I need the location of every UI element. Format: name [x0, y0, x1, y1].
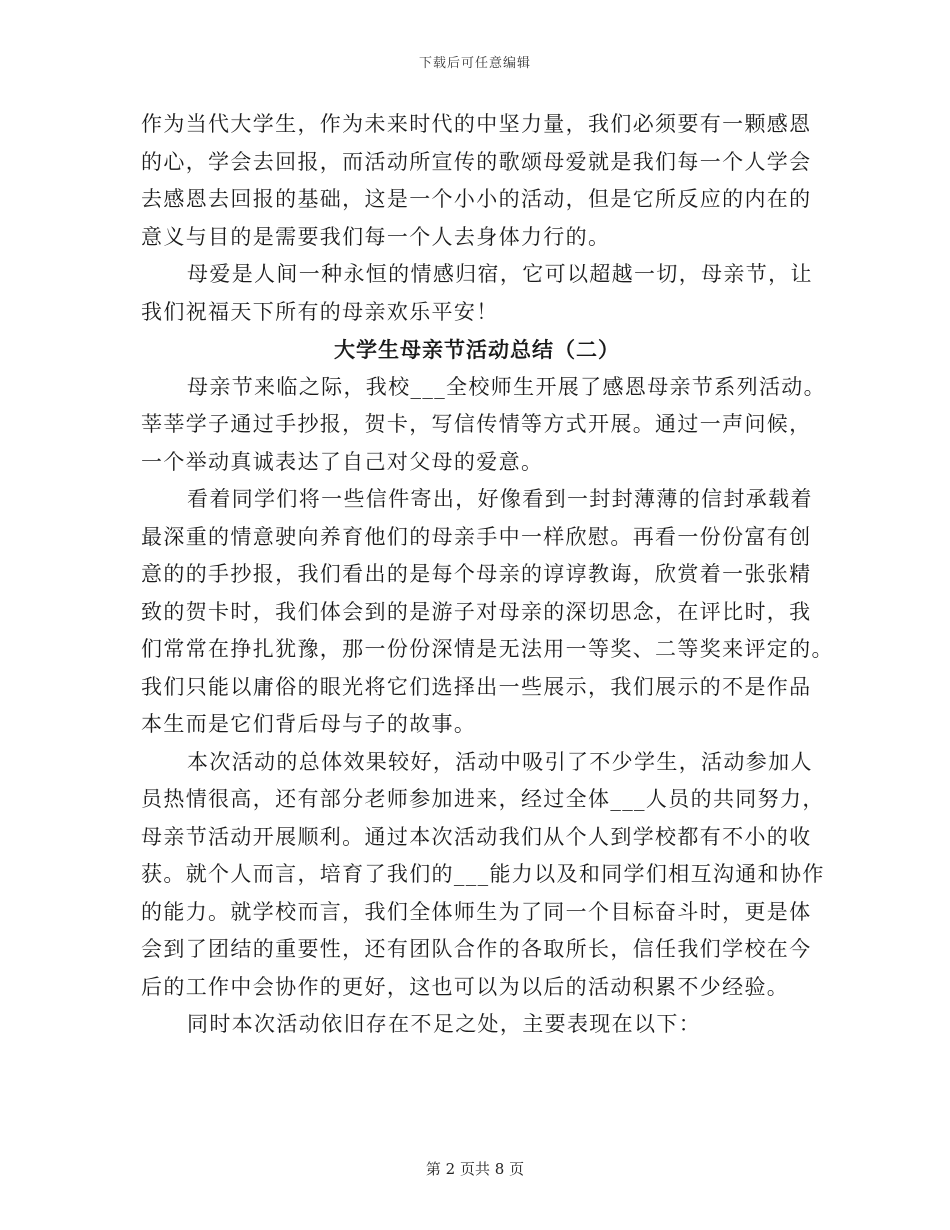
- body-line: 后的工作中会协作的更好，这也可以为以后的活动积累不少经验。: [141, 974, 790, 999]
- body-line: 获。就个人而言，培育了我们的___能力以及和同学们相互沟通和协作: [141, 862, 825, 886]
- body-line: 的能力。就学校而言，我们全体师生为了同一个目标奋斗时，更是体: [141, 899, 812, 924]
- body-line: 莘莘学子通过手抄报，贺卡，写信传情等方式开展。通过一声问候，: [141, 412, 812, 436]
- paragraph-start: 母亲节来临之际，我校___全校师生开展了感恩母亲节系列活动。: [187, 374, 826, 399]
- page-header: 下载后可任意编辑: [418, 56, 531, 71]
- body-line: 致的贺卡时，我们体会到的是游子对母亲的深切思念，在评比时，我: [141, 599, 812, 624]
- page-footer: 第 2 页共 8 页: [425, 1160, 525, 1178]
- document-body: [141, 106, 834, 1044]
- body-line: 去感恩去回报的基础，这是一个小小的活动，但是它所反应的内在的: [141, 187, 812, 211]
- body-line: 最深重的情意驶向养育他们的母亲手中一样欣慰。再看一份份富有创: [141, 524, 812, 549]
- paragraph-start: 本次活动的总体效果较好，活动中吸引了不少学生，活动参加人: [187, 749, 813, 774]
- body-line: 员热情很高，还有部分老师参加进来，经过全体___人员的共同努力，: [141, 787, 825, 811]
- body-line: 一个举动真诚表达了自己对父母的爱意。: [141, 449, 544, 474]
- body-line: 的心，学会去回报，而活动所宣传的歌颂母爱就是我们每一个人学会: [141, 149, 812, 174]
- body-line: 我们祝福天下所有的母亲欢乐平安！: [141, 299, 499, 324]
- body-line: 母亲节活动开展顺利。通过本次活动我们从个人到学校都有不小的收: [141, 824, 812, 849]
- body-line: 们常常在挣扎犹豫，那一份份深情是无法用一等奖、二等奖来评定的。: [141, 637, 834, 661]
- body-line: 作为当代大学生，作为未来时代的中坚力量，我们必须要有一颗感恩: [141, 112, 812, 136]
- paragraph-start: 看着同学们将一些信件寄出，好像看到一封封薄薄的信封承载着: [187, 487, 813, 511]
- body-line: 意义与目的是需要我们每一个人去身体力行的。: [141, 224, 611, 249]
- body-line: 我们只能以庸俗的眼光将它们选择出一些展示，我们展示的不是作品: [141, 674, 812, 699]
- body-line: 意的的手抄报，我们看出的是每个母亲的谆谆教诲，欣赏着一张张精: [141, 562, 812, 586]
- paragraph-start: 同时本次活动依旧存在不足之处，主要表现在以下：: [187, 1012, 702, 1036]
- body-line: 会到了团结的重要性，还有团队合作的各取所长，信任我们学校在今: [141, 937, 812, 961]
- section-heading: 大学生母亲节活动总结（二）: [334, 337, 620, 362]
- body-line: 本生而是它们背后母与子的故事。: [141, 712, 477, 736]
- paragraph-start: 母爱是人间一种永恒的情感归宿，它可以超越一切，母亲节，让: [187, 262, 813, 286]
